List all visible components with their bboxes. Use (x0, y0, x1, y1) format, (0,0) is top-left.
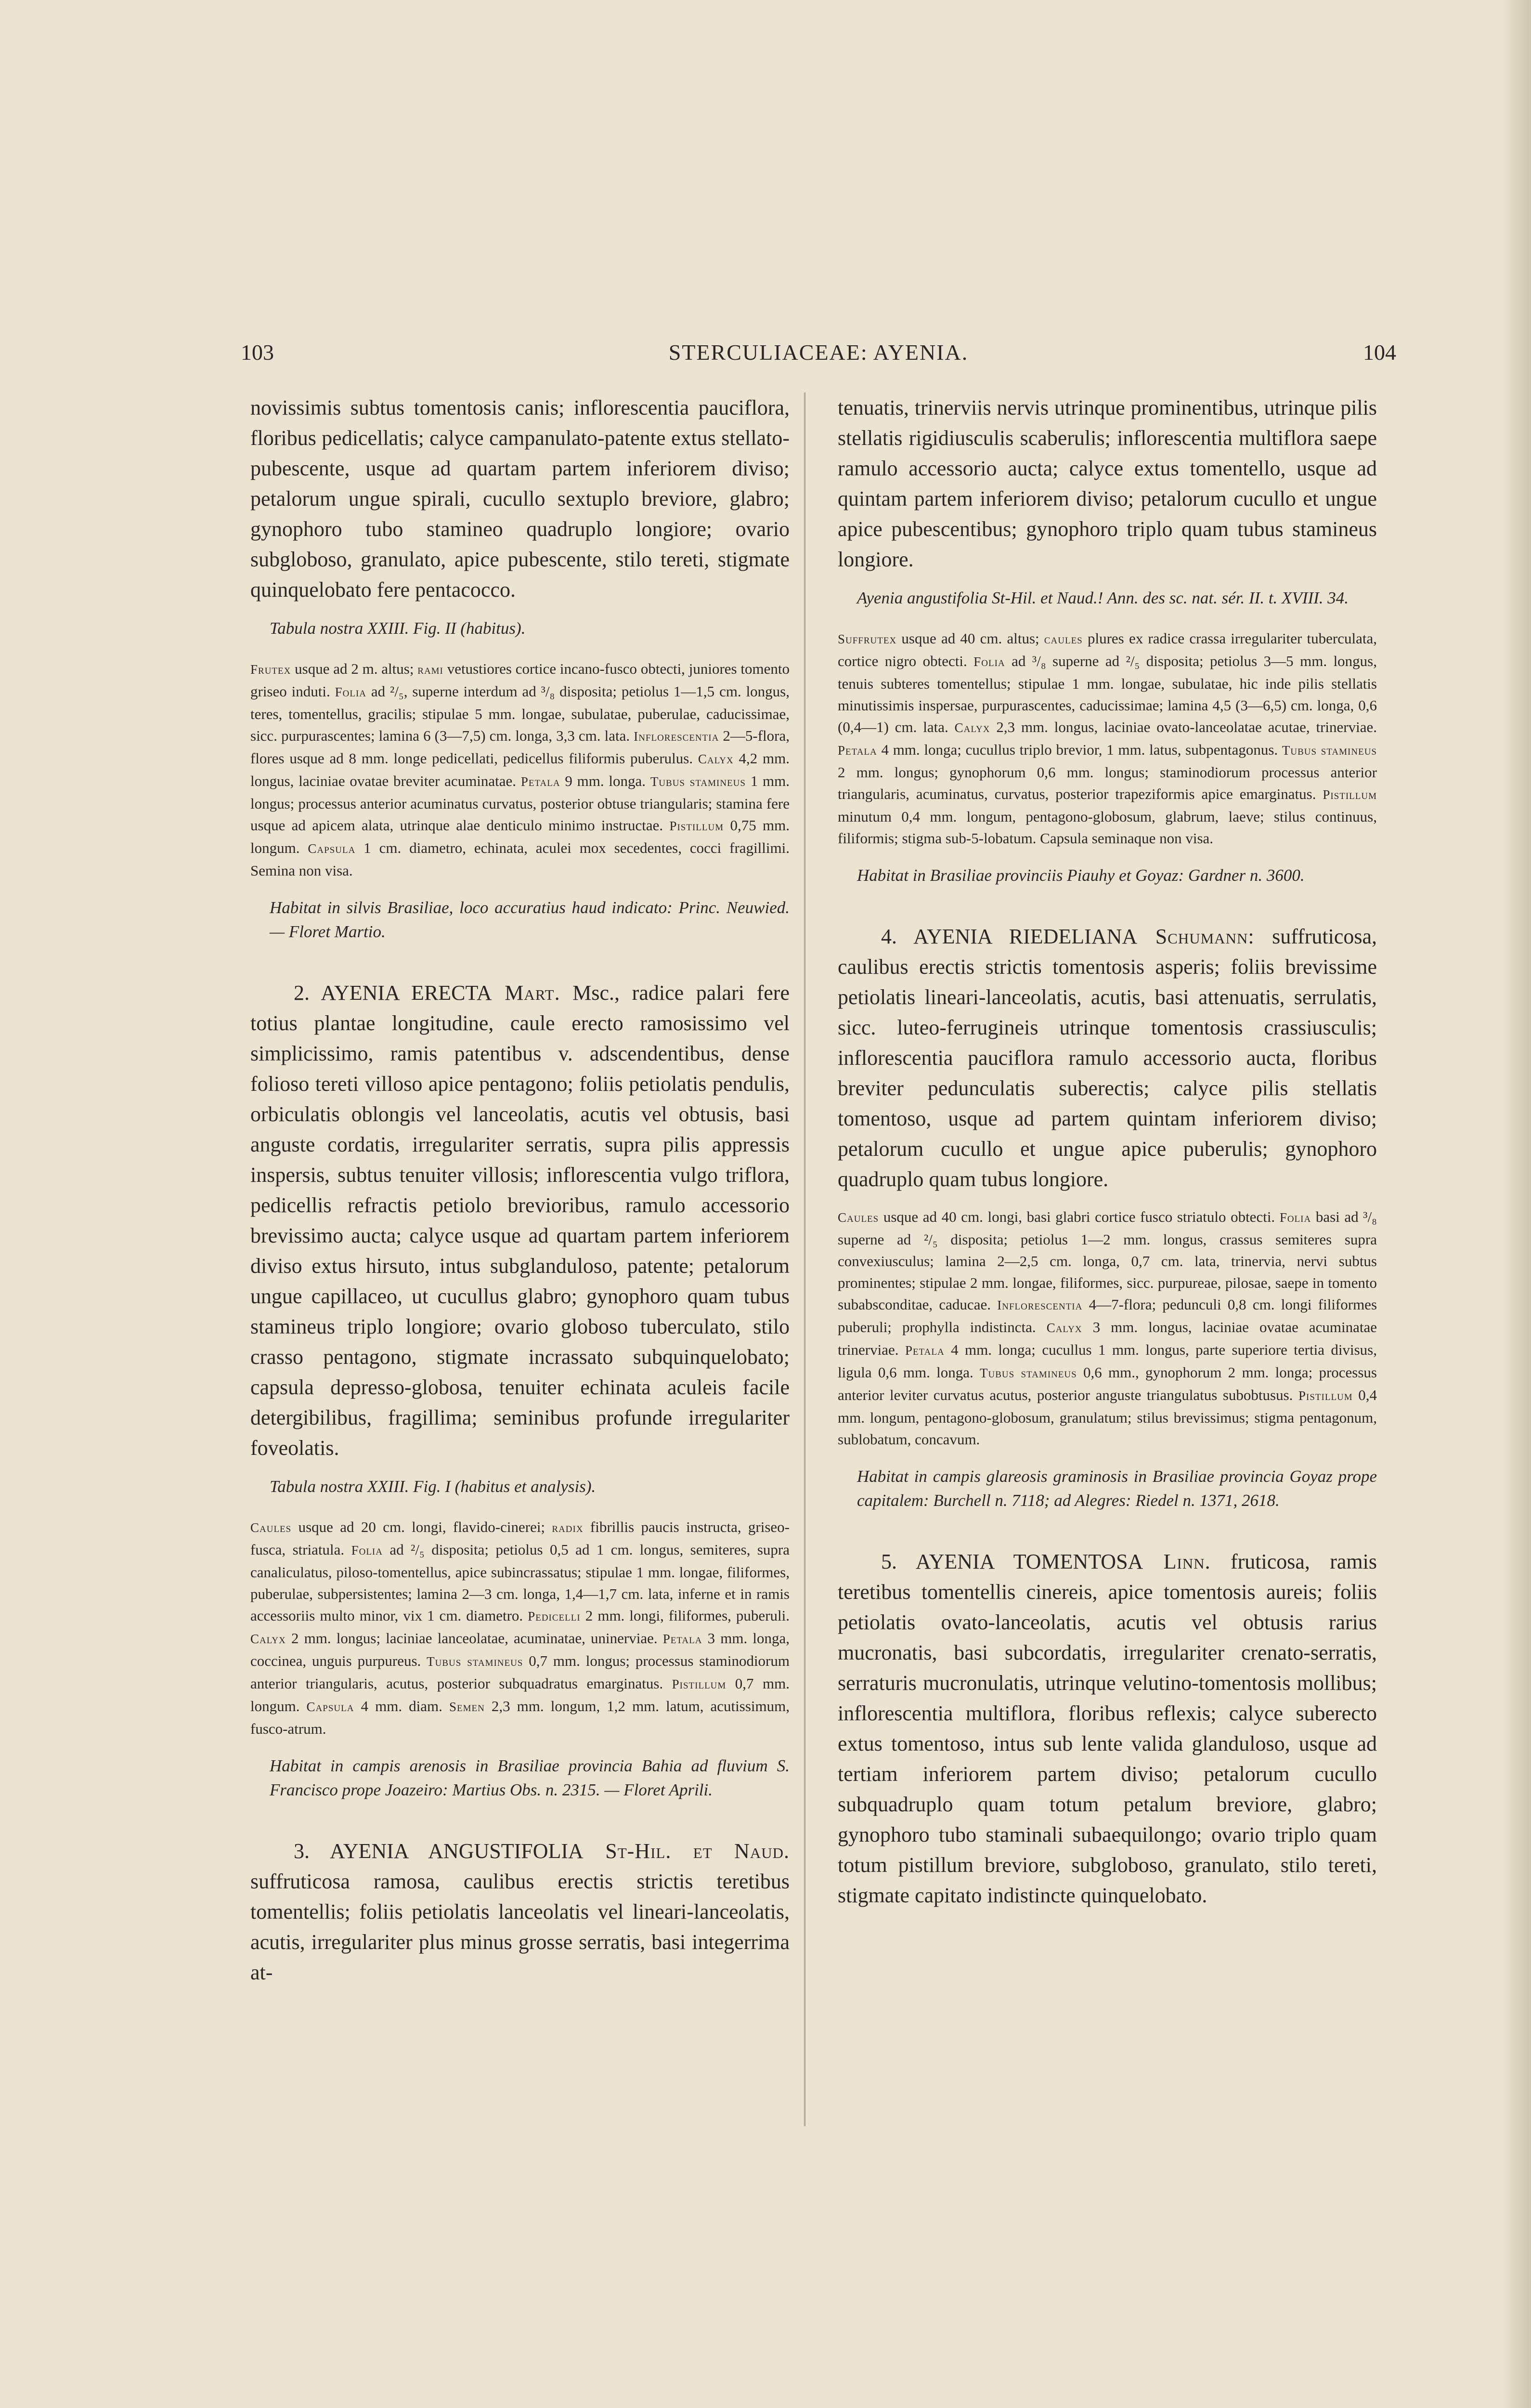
description-paragraph: Caules usque ad 20 cm. longi, flavido-cinerei; radix fibrillis paucis instructa, griseo-fusca, striatula. Folia ad ²/₅ disposita; petiolus 0,5 ad 1 cm. longus, semiteres, supra canaliculatus, piloso-tomentellus, apice subincrassatus; stipulae 1 mm. longae, filiformes, puberulae, subpersistentes; lamina 2—3 cm. longa, 1,4—1,7 cm. lata, inferne et in ramis accessoriis multo minor, vix 1 cm. diametro. Pedicelli 2 mm. longi, filiformes, puberuli. Calyx 2 mm. longus; laciniae lanceolatae, acuminatae, uninerviae. Petala 3 mm. longa, coccinea, unguis purpureus. Tubus stamineus 0,7 mm. longus; processus staminodiorum anterior triangularis, acutus, posterior subquadratus emarginatus. Pistillum 0,7 mm. longum. Capsula 4 mm. diam. Semen 2,3 mm. longum, 1,2 mm. latum, acutissimum, fusco-atrum. (250, 1518, 790, 1737)
page-number-left: 103 (241, 340, 274, 365)
habitat-note: Habitat in campis glareosis graminosis in Brasiliae provincia Goyaz prope capitalem: Burchell n. 7118; ad Alegres: Riedel n. 1371, 2618. (857, 1467, 1377, 1510)
species-author: Schumann: (1137, 925, 1255, 948)
page-number-right: 104 (1363, 340, 1396, 365)
description-paragraph: Frutex usque ad 2 m. altus; rami vetustiores cortice incano-fusco obtecti, juniores tomento griseo induti. Folia ad ²/₅, superne interdum ad ³/₈ disposita; petiolus 1—1,5 cm. longus, teres, tomentellus, gracilis; stipulae 5 mm. longae, subulatae, puberulae, caducissimae, sicc. purpurascentes; lamina 6 (3—7,5) cm. longa, 3,3 cm. lata. Inflorescentia 2—5-flora, flores usque ad 8 mm. longe pedicellati, pedicellus filiformis puberulus. Calyx 4,2 mm. longus, laciniae ovatae breviter acuminatae. Petala 9 mm. longa. Tubus stamineus 1 mm. longus; processus anterior acuminatus curvatus, posterior obtuse triangularis; stamina fere usque ad apicem alata, utrinque alae denticulo minimo instructae. Pistillum 0,75 mm. longum. Capsula 1 cm. diametro, echinata, aculei mox secedentes, cocci fragillimi. Semina non visa. (250, 660, 790, 879)
species-name: 5. AYENIA TOMENTOSA (881, 1550, 1143, 1573)
right-column (838, 393, 1377, 1922)
plate-reference: Tabula nostra XXIII. Fig. II (habitus). (270, 619, 526, 638)
running-title: STERCULIACEAE: AYENIA. (668, 340, 969, 365)
habitat-note: Habitat in campis arenosis in Brasiliae provincia Bahia ad fluvium S. Francisco prope Joazeiro: Martius Obs. n. 2315. — Floret Aprili. (270, 1756, 790, 1799)
description-paragraph: Caules usque ad 40 cm. longi, basi glabri cortice fusco striatulo obtecti. Folia basi ad ³/₈ superne ad ²/₅ disposita; petiolus 1—2 mm. longus, crassus semiteres supra convexiusculus; lamina 2—2,5 cm. longa, 0,7 cm. lata, trinervia, nervi subtus prominentes; stipulae 2 mm. longae, filiformes, sicc. purpureae, pilosae, saepe in tomento subabsconditae, caducae. Inflorescentia 4—7-flora; pedunculi 0,8 cm. longi filiformes puberuli; prophylla indistincta. Calyx 3 mm. longus, laciniae ovatae acuminatae trinerviae. Petala 4 mm. longa; cucullus 1 mm. longus, parte superiore tertia divisus, ligula 0,6 mm. longa. Tubus stamineus 0,6 mm., gynophorum 2 mm. longa; processus anterior leviter curvatus acutus, posterior anguste triangulatus subobtusus. Pistillum 0,4 mm. longum, pentagono-globosum, granulatum; stilus brevissimus; stigma pentagonum, sublobatum, concavum. (838, 1208, 1377, 1448)
species-name: 4. AYENIA RIEDELIANA (881, 925, 1138, 948)
continued-diagnosis: tenuatis, trinerviis nervis utrinque prominentibus, utrinque pilis stellatis rigidiusculis scaberulis; inflorescentia multiflora saepe ramulo accessorio aucta; calyce extus tomentello, usque ad quintam partem inferiorem diviso; petalorum cucullo et ungue apice pubescentibus; gynophoro triplo quam tubus stamineus longiore. (838, 396, 1377, 571)
species-author: St-Hil. et Naud. (583, 1839, 790, 1863)
species-entry: 3. AYENIA ANGUSTIFOLIA St-Hil. et Naud. suffruticosa ramosa, caulibus erectis strictis teretibus tomentellis; foliis petiolatis lanceolatis vel lineari-lanceolatis, acutis, irregulariter plus minus grosse serratis, basi integerrima at- (250, 1839, 790, 1984)
species-name: 2. AYENIA ERECTA (294, 981, 492, 1005)
habitat-note: Habitat in Brasiliae provinciis Piauhy et Goyaz: Gardner n. 3600. (857, 866, 1305, 885)
continued-diagnosis: novissimis subtus tomentosis canis; inflorescentia pauciflora, floribus pedicellatis; calyce campanulato-patente extus stellato-pubescente, usque ad quartam partem inferiorem diviso; petalorum ungue spirali, cucullo sextuplo breviore, glabro; gynophoro tubo stamineo quadruplo longiore; ovario subgloboso, granulato, apice pubescente, stilo tereti, stigmate quinquelobato fere pentacocco. (250, 396, 790, 602)
species-author: Mart. (492, 981, 560, 1005)
species-author: Linn. (1143, 1550, 1211, 1573)
left-column (250, 393, 790, 1999)
species-entry: 4. AYENIA RIEDELIANA Schumann: suffruticosa, caulibus erectis strictis tomentosis asperis; foliis brevissime petiolatis lineari-lanceolatis, acutis, basi attenuatis, serrulatis, sicc. luteo-ferrugineis utrinque tomentosis crassiusculis; inflorescentia pauciflora ramulo accessorio aucta, floribus breviter pedunculatis suberectis; calyce pilis stellatis tomentoso, usque ad partem quintam inferiorem diviso; petalorum cucullo et ungue apice puberulis; gynophoro quadruplo quam tubus longiore. (838, 925, 1377, 1191)
habitat-note: Habitat in silvis Brasiliae, loco accuratius haud indicato: Princ. Neuwied. — Floret Martio. (270, 898, 790, 941)
species-entry: 5. AYENIA TOMENTOSA Linn. fruticosa, ramis teretibus tomentellis cinereis, apice tomentosis aureis; foliis petiolatis ovato-lanceolatis, acutis vel obtusis rarius mucronatis, basi subcordatis, irregulariter crenato-serratis, serraturis mucronulatis, utrinque velutino-tomentosis mollibus; inflorescentia multiflora, floribus reflexis; calyce suberecto extus tomentoso, intus sub lente valida glanduloso, usque ad tertiam inferiorem partem diviso; petalorum cucullo subquadruplo quam totum petalum breviore, glabro; gynophoro tubo staminali subaequilongo; ovario triplo quam totum pistillum breviore, subgloboso, granulato, stilo tereti, stigmate capitato indistincte quinquelobato. (838, 1550, 1377, 1907)
species-name: 3. AYENIA ANGUSTIFOLIA (294, 1839, 584, 1863)
description-paragraph: Suffrutex usque ad 40 cm. altus; caules plures ex radice crassa irregulariter tuberculata, cortice nigro obtecti. Folia ad ³/₈ superne ad ²/₅ disposita; petiolus 3—5 mm. longus, tenuis subteres tomentellus; stipulae 1 mm. longae, subulatae, hic inde pilis stellatis minutissimis inspersae, purpurascentes, caducissimae; lamina 4,5 (3—6,5) cm. longa, 0,6 (0,4—1) cm. lata. Calyx 2,3 mm. longus, laciniae ovato-lanceolatae acutae, trinerviae. Petala 4 mm. longa; cucullus triplo brevior, 1 mm. latus, subpentagonus. Tubus stamineus 2 mm. longus; gynophorum 0,6 mm. longus; staminodiorum processus anterior triangularis, acuminatus, curvatus, posterior trapeziformis apice emarginatus. Pistillum minutum 0,4 mm. longum, pentagono-globosum, glabrum, laeve; stilus continuus, filiformis; stigma sub-5-lobatum. Capsula seminaque non visa. (838, 630, 1377, 847)
column-divider (804, 393, 805, 2126)
plate-reference: Tabula nostra XXIII. Fig. I (habitus et analysis). (270, 1477, 596, 1496)
synonym-reference: Ayenia angustifolia St-Hil. et Naud.! Ann. des sc. nat. sér. II. t. XVIII. 34. (857, 589, 1349, 607)
running-header (241, 340, 1396, 373)
page-edge-shadow (1502, 0, 1531, 2408)
species-entry: 2. AYENIA ERECTA Mart. Msc., radice palari fere totius plantae longitudine, caule erecto ramosissimo vel simplicissimo, ramis patentibus v. adscendentibus, dense folioso tereti villoso apice pentagono; foliis petiolatis pendulis, orbiculatis oblongis vel lanceolatis, acutis vel obtusis, basi anguste cordatis, irregulariter serratis, supra pilis appressis inspersis, subtus tenuiter villosis; inflorescentia vulgo triflora, pedicellis refractis petiolo brevioribus, ramulo accessorio brevissimo aucta; calyce usque ad quartam partem inferiorem diviso extus hirsuto, intus subglanduloso, patente; petalorum ungue capillaceo, ut cucullus glabro; gynophoro quam tubus stamineus triplo longiore; ovario globoso tuberculato, stilo crasso pentagono, stigmate incrassato subquinquelobato; capsula depresso-globosa, tenuiter echinata aculeis facile detergibilibus, fragillima; seminibus profunde irregulariter foveolatis. (250, 981, 790, 1460)
